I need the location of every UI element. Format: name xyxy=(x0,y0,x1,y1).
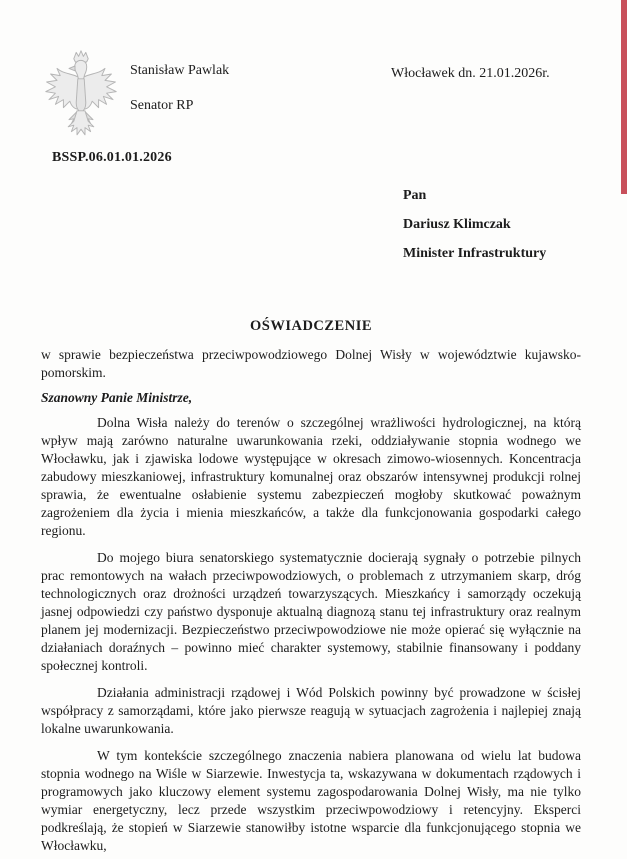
body-paragraph-1: Dolna Wisła należy do terenów o szczególnej wrażliwości hydrologicznej, na którą wpływ mają zarówno naturalne uwarunkowania rzeki, oddziaływanie stopnia wodnego we Włocławku, jak i zjawiska lodowe występujące w okresach zimowo-wiosennych. Koncentracja zabudowy mieszkaniowej, infrastruktury komunalnej oraz obszarów intensywnej produkcji rolnej sprawia, że ewentualne osłabienie systemu zabezpieczeń mogłoby skutkować poważnym zagrożeniem dla życia i mienia mieszkańców, a także dla funkcjonowania gospodarki całego regionu. xyxy=(41,415,581,538)
salutation-line: Szanowny Panie Ministrze, xyxy=(41,390,193,405)
addressee-name: Dariusz Klimczak xyxy=(403,217,511,232)
sender-name: Stanisław Pawlak xyxy=(130,63,230,78)
addressee-block xyxy=(403,181,546,268)
sender-block xyxy=(130,63,229,114)
addressee-position: Minister Infrastruktury xyxy=(403,246,547,261)
place-and-date: Włocławek dn. 21.01.2026r. xyxy=(391,66,550,81)
polish-eagle-emblem-icon xyxy=(41,50,121,146)
body-paragraph-3: Działania administracji rządowej i Wód Polskich powinny być prowadzone w ścisłej współpracy z samorządami, które jako pierwsze reagują w sytuacjach zagrożenia i najlepiej znają lokalne uwarunkowania. xyxy=(41,685,581,736)
body-paragraph-4: W tym kontekście szczególnego znaczenia nabiera planowana od wielu lat budowa stopnia wodnego na Wiśle w Siarzewie. Inwestycja ta, wskazywana w dokumentach rządowych i programowych jako kluczowy element systemu zagospodarowania Dolnej Wisły, ma nie tylko wymiar energetyczny, lecz przede wszystkim przeciwpowodziowy i retencyjny. Eksperci podkreślają, że stopień w Siarzewie stanowiłby istotne wsparcie dla funkcjonującego stopnia we Włocławku, xyxy=(41,748,581,853)
right-edge-red-stripe xyxy=(621,0,627,194)
addressee-honorific: Pan xyxy=(403,188,427,203)
sender-title: Senator RP xyxy=(130,98,194,113)
body-paragraph-2: Do mojego biura senatorskiego systematycznie docierają sygnały o potrzebie pilnych prac remontowych na wałach przeciwpowodziowych, o problemach z utrzymaniem skarp, dróg technologicznych oraz drożności urządzeń towarzyszących. Mieszkańcy i samorządy oczekują jasnej odpowiedzi czy państwo dysponuje aktualną diagnozą stanu tej infrastruktury oraz realnym planem jej modernizacji. Bezpieczeństwo przeciwpowodziowe nie może opierać się wyłącznie na działaniach doraźnych – powinno mieć charakter systemowy, stabilnie finansowany i poddany społecznej kontroli. xyxy=(41,550,581,673)
document-title: OŚWIADCZENIE xyxy=(249,318,373,334)
subject-line: w sprawie bezpieczeństwa przeciwpowodziowego Dolnej Wisły w województwie kujawsko-pomorskim. xyxy=(41,347,581,380)
reference-number: BSSP.06.01.01.2026 xyxy=(52,150,172,165)
letter-body xyxy=(41,317,581,859)
